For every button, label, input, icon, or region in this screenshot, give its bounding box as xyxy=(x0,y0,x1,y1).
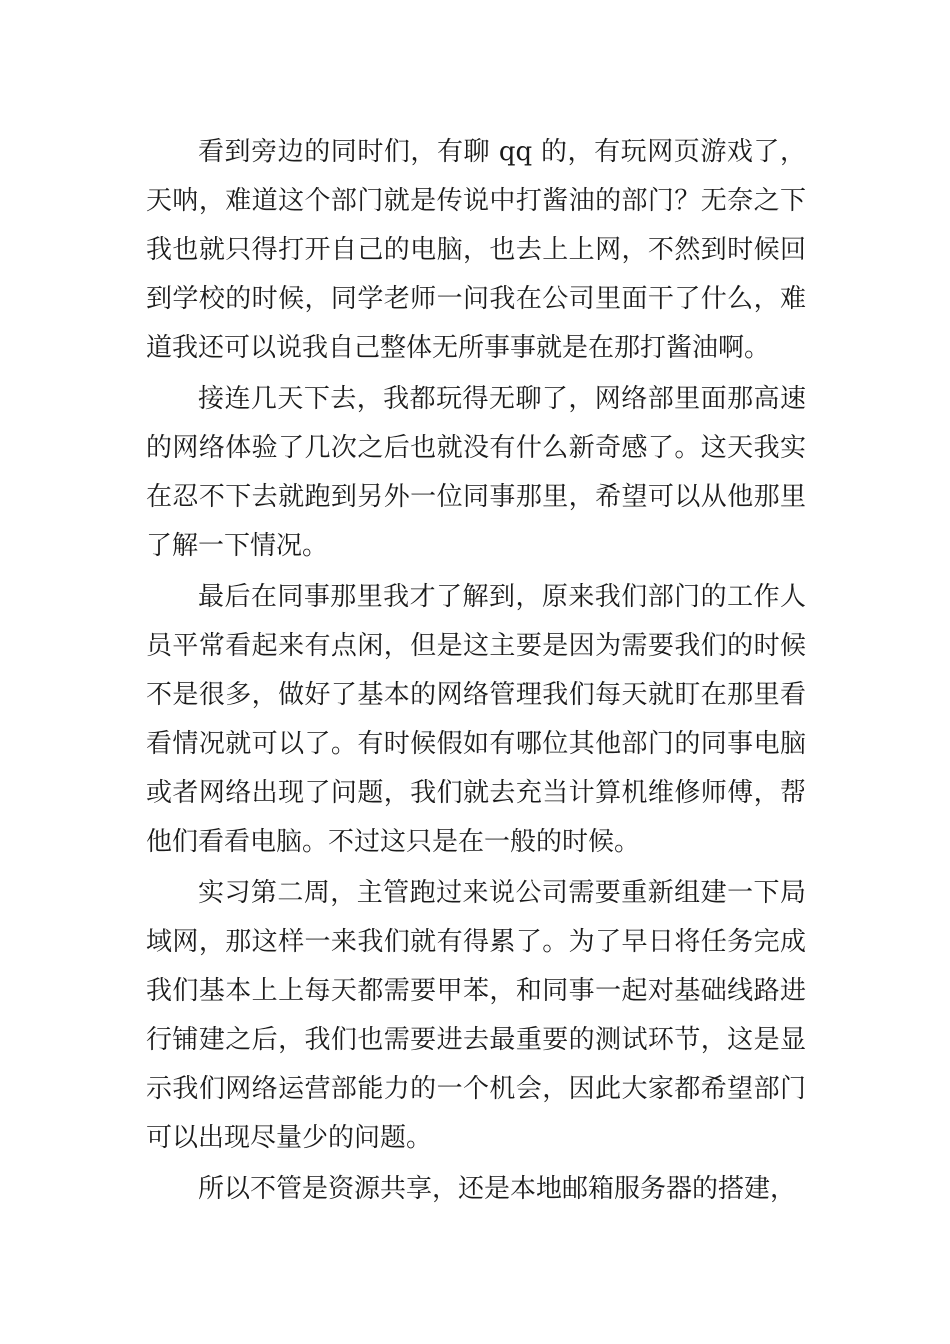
document-body xyxy=(146,128,806,1216)
paragraph-5: 所以不管是资源共享，还是本地邮箱服务器的搭建， xyxy=(198,1174,797,1204)
paragraph-2: 接连几天下去，我都玩得无聊了，网络部里面那高速的网络体验了几次之后也就没有什么新奇感了。这天我实在忍不下去就跑到另外一位同事那里，希望可以从他那里了解一下情况。 xyxy=(146,384,806,561)
paragraph-3: 最后在同事那里我才了解到，原来我们部门的工作人员平常看起来有点闲，但是这主要是因为需要我们的时候不是很多，做好了基本的网络管理我们每天就盯在那里看看情况就可以了。有时候假如有哪位其他部门的同事电脑或者网络出现了问题，我们就去充当计算机维修师傅，帮他们看看电脑。不过这只是在一般的时候。 xyxy=(146,582,806,857)
paragraph-1: 看到旁边的同时们，有聊 qq 的，有玩网页游戏了，天呐，难道这个部门就是传说中打酱油的部门？无奈之下我也就只得打开自己的电脑，也去上上网，不然到时候回到学校的时候，同学老师一问我在公司里面干了什么，难道我还可以说我自己整体无所事事就是在那打酱油啊。 xyxy=(146,137,806,363)
paragraph-4: 实习第二周，主管跑过来说公司需要重新组建一下局域网，那这样一来我们就有得累了。为了早日将任务完成我们基本上上每天都需要甲苯，和同事一起对基础线路进行铺建之后，我们也需要进去最重要的测试环节，这是显示我们网络运营部能力的一个机会，因此大家都希望部门可以出现尽量少的问题。 xyxy=(146,878,806,1153)
